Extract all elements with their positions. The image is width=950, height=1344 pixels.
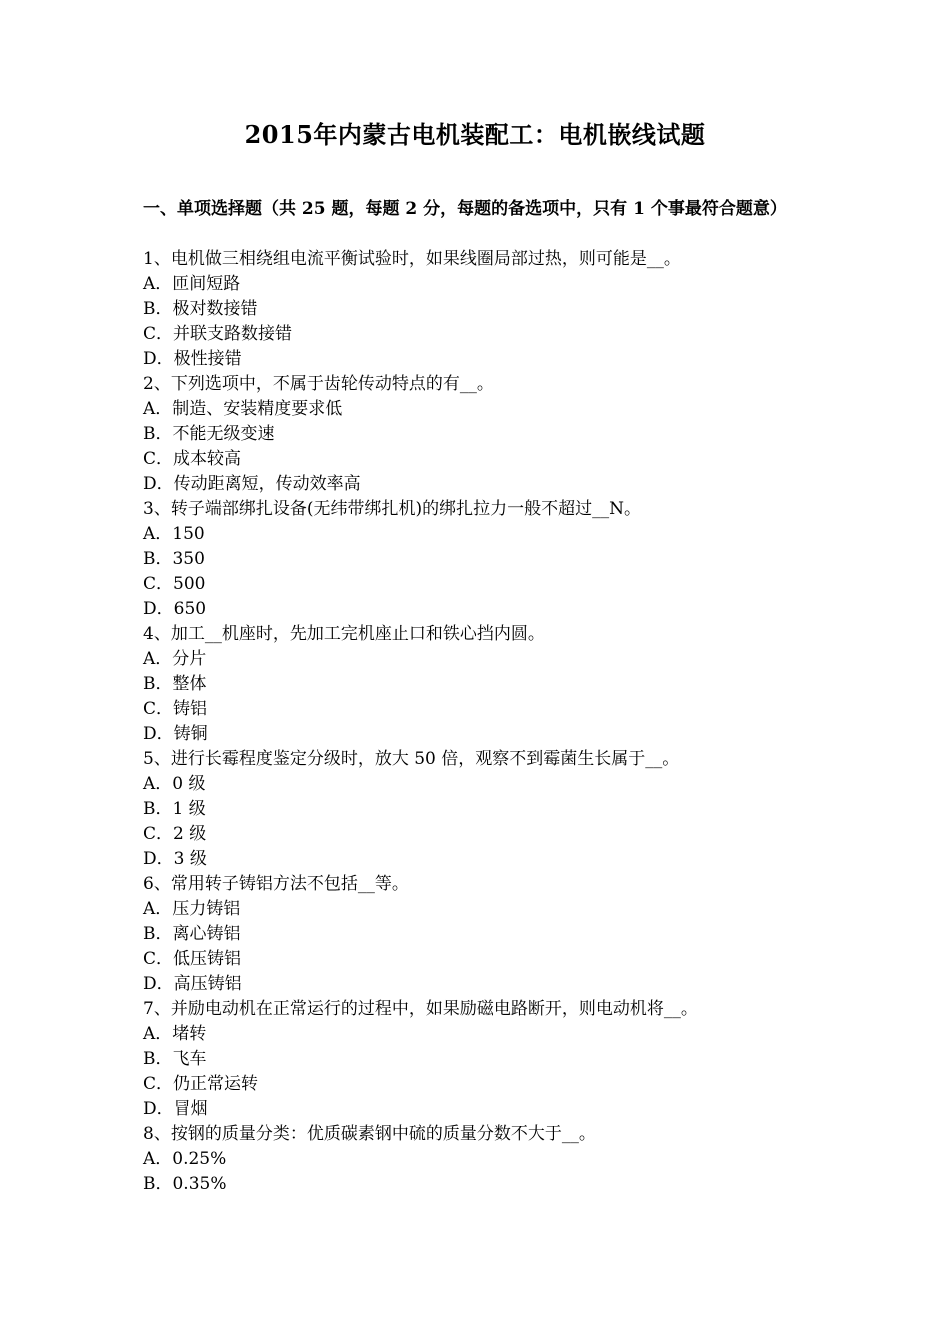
answer-option: A．分片 bbox=[143, 649, 207, 669]
answer-option: C．500 bbox=[143, 574, 206, 594]
answer-option: D．高压铸铝 bbox=[143, 974, 242, 994]
answer-option: A．堵转 bbox=[143, 1024, 207, 1044]
answer-option: D．650 bbox=[143, 599, 207, 619]
question-block bbox=[143, 497, 823, 622]
question-block bbox=[143, 872, 823, 997]
section-heading: 一、单项选择题（共 25 题，每题 2 分，每题的备选项中，只有 1 个事最符合题意） bbox=[143, 199, 787, 219]
answer-option: B．极对数接错 bbox=[143, 299, 258, 319]
answer-option: A．匝间短路 bbox=[143, 274, 241, 294]
answer-option: A．制造、安装精度要求低 bbox=[143, 399, 343, 419]
answer-option: B．不能无级变速 bbox=[143, 424, 275, 444]
question-stem: 2、下列选项中，不属于齿轮传动特点的有__。 bbox=[143, 374, 494, 394]
answer-option: D．极性接错 bbox=[143, 349, 242, 369]
answer-option: D．3 级 bbox=[143, 849, 207, 869]
answer-option: B．飞车 bbox=[143, 1049, 207, 1069]
answer-option: D．传动距离短，传动效率高 bbox=[143, 474, 361, 494]
answer-option: B．0.35% bbox=[143, 1174, 227, 1194]
question-block bbox=[143, 1122, 823, 1197]
question-stem: 7、并励电动机在正常运行的过程中，如果励磁电路断开，则电动机将__。 bbox=[143, 999, 698, 1019]
question-block bbox=[143, 247, 823, 372]
answer-option: D．冒烟 bbox=[143, 1099, 208, 1119]
answer-option: C．低压铸铝 bbox=[143, 949, 242, 969]
question-block bbox=[143, 747, 823, 872]
question-block bbox=[143, 372, 823, 497]
question-stem: 8、按钢的质量分类：优质碳素钢中硫的质量分数不大于__。 bbox=[143, 1124, 596, 1144]
answer-option: C．成本较高 bbox=[143, 449, 242, 469]
answer-option: A．150 bbox=[143, 524, 205, 544]
question-block bbox=[143, 997, 823, 1122]
question-list bbox=[143, 247, 823, 1197]
question-stem: 5、进行长霉程度鉴定分级时，放大 50 倍，观察不到霉菌生长属于__。 bbox=[143, 749, 680, 769]
answer-option: A．0 级 bbox=[143, 774, 206, 794]
answer-option: C．仍正常运转 bbox=[143, 1074, 259, 1094]
answer-option: B．350 bbox=[143, 549, 205, 569]
answer-option: A．压力铸铝 bbox=[143, 899, 241, 919]
question-block bbox=[143, 622, 823, 747]
question-stem: 4、加工__机座时，先加工完机座止口和铁心挡内圆。 bbox=[143, 624, 545, 644]
answer-option: C．2 级 bbox=[143, 824, 207, 844]
answer-option: B．整体 bbox=[143, 674, 207, 694]
answer-option: A．0.25% bbox=[143, 1149, 227, 1169]
question-stem: 1、电机做三相绕组电流平衡试验时，如果线圈局部过热，则可能是__。 bbox=[143, 249, 681, 269]
answer-option: B．1 级 bbox=[143, 799, 206, 819]
answer-option: C．并联支路数接错 bbox=[143, 324, 293, 344]
document-title: 2015年内蒙古电机装配工：电机嵌线试题 bbox=[244, 120, 706, 149]
question-stem: 3、转子端部绑扎设备(无纬带绑扎机)的绑扎拉力一般不超过__N。 bbox=[143, 499, 641, 519]
answer-option: B．离心铸铝 bbox=[143, 924, 241, 944]
answer-option: C．铸铝 bbox=[143, 699, 208, 719]
answer-option: D．铸铜 bbox=[143, 724, 208, 744]
question-stem: 6、常用转子铸铝方法不包括__等。 bbox=[143, 874, 409, 894]
